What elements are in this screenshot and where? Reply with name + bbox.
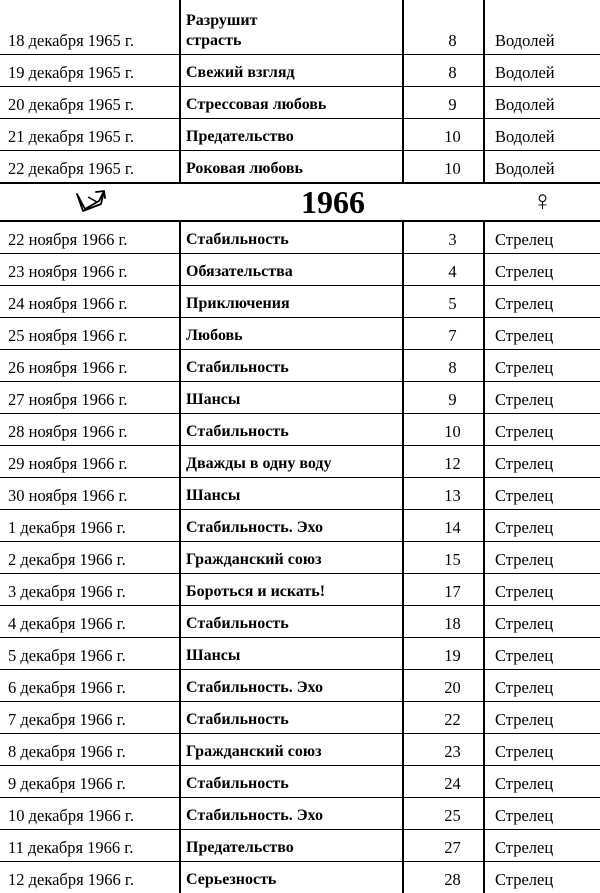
table-row <box>0 87 600 119</box>
venus-icon <box>485 188 600 216</box>
sign-cell: Стрелец <box>495 518 554 537</box>
title-cell: Стабильность <box>181 414 404 445</box>
number-cell: 23 <box>404 734 485 765</box>
title-cell: Обязательства <box>181 254 404 285</box>
date-cell: 30 ноября 1966 г. <box>0 478 181 509</box>
number-cell: 22 <box>404 702 485 733</box>
title-cell: Стабильность. Эхо <box>181 510 404 541</box>
table-row <box>0 734 600 766</box>
sign-cell: Стрелец <box>495 870 554 889</box>
date-cell: 19 декабря 1965 г. <box>0 55 181 86</box>
number-cell: 3 <box>404 222 485 253</box>
title-cell: Стабильность. Эхо <box>181 670 404 701</box>
table-row <box>0 766 600 798</box>
sign-cell: Стрелец <box>495 262 554 281</box>
sign-cell: Стрелец <box>495 550 554 569</box>
date-cell: 5 декабря 1966 г. <box>0 638 181 669</box>
sign-cell: Стрелец <box>495 326 554 345</box>
table-row <box>0 478 600 510</box>
date-cell: 2 декабря 1966 г. <box>0 542 181 573</box>
table-row <box>0 638 600 670</box>
sign-cell: Стрелец <box>495 390 554 409</box>
section-1966 <box>0 222 600 893</box>
number-cell: 8 <box>404 55 485 86</box>
sign-cell: Водолей <box>495 159 555 178</box>
title-cell: Шансы <box>181 478 404 509</box>
table-row <box>0 350 600 382</box>
number-cell: 10 <box>404 151 485 182</box>
date-cell: 26 ноября 1966 г. <box>0 350 181 381</box>
number-cell: 7 <box>404 318 485 349</box>
table-row <box>0 254 600 286</box>
date-cell: 22 декабря 1965 г. <box>0 151 181 182</box>
date-cell: 4 декабря 1966 г. <box>0 606 181 637</box>
date-cell: 22 ноября 1966 г. <box>0 222 181 253</box>
number-cell: 20 <box>404 670 485 701</box>
table-row <box>0 151 600 182</box>
table-row <box>0 670 600 702</box>
table-row <box>0 798 600 830</box>
title-cell: Стрессовая любовь <box>181 87 404 118</box>
sign-cell: Водолей <box>495 31 555 50</box>
number-cell: 18 <box>404 606 485 637</box>
date-cell: 28 ноября 1966 г. <box>0 414 181 445</box>
number-cell: 9 <box>404 87 485 118</box>
date-cell: 9 декабря 1966 г. <box>0 766 181 797</box>
title-cell: Стабильность. Эхо <box>181 798 404 829</box>
table-row <box>0 574 600 606</box>
title-cell: Дважды в одну воду <box>181 446 404 477</box>
sign-cell: Стрелец <box>495 358 554 377</box>
title-cell: Бороться и искать! <box>181 574 404 605</box>
year-header <box>0 182 600 222</box>
table-row <box>0 542 600 574</box>
table-row <box>0 382 600 414</box>
sign-cell: Стрелец <box>495 646 554 665</box>
sign-cell: Стрелец <box>495 742 554 761</box>
date-cell: 18 декабря 1965 г. <box>0 0 181 54</box>
title-cell: Приключения <box>181 286 404 317</box>
table-row <box>0 510 600 542</box>
table-row <box>0 318 600 350</box>
sign-cell: Стрелец <box>495 806 554 825</box>
title-cell <box>181 0 404 54</box>
number-cell: 13 <box>404 478 485 509</box>
date-cell: 11 декабря 1966 г. <box>0 830 181 861</box>
table-row <box>0 862 600 893</box>
sign-cell: Стрелец <box>495 582 554 601</box>
sagittarius-icon <box>0 188 181 216</box>
sign-cell: Стрелец <box>495 678 554 697</box>
sign-cell: Водолей <box>495 63 555 82</box>
number-cell: 19 <box>404 638 485 669</box>
number-cell: 17 <box>404 574 485 605</box>
sign-cell: Стрелец <box>495 774 554 793</box>
table-row <box>0 55 600 87</box>
date-cell: 12 декабря 1966 г. <box>0 862 181 893</box>
number-cell: 25 <box>404 798 485 829</box>
date-cell: 25 ноября 1966 г. <box>0 318 181 349</box>
title-cell: Шансы <box>181 638 404 669</box>
date-cell: 1 декабря 1966 г. <box>0 510 181 541</box>
title-cell: Предательство <box>181 119 404 150</box>
date-cell: 8 декабря 1966 г. <box>0 734 181 765</box>
title-cell: Серьезность <box>181 862 404 893</box>
title-cell: Стабильность <box>181 766 404 797</box>
number-cell: 15 <box>404 542 485 573</box>
date-cell: 6 декабря 1966 г. <box>0 670 181 701</box>
number-cell: 27 <box>404 830 485 861</box>
number-cell: 12 <box>404 446 485 477</box>
table-row <box>0 119 600 151</box>
sagittarius-icon-svg <box>74 188 108 216</box>
sign-cell: Стрелец <box>495 614 554 633</box>
date-cell: 20 декабря 1965 г. <box>0 87 181 118</box>
number-cell: 8 <box>404 350 485 381</box>
date-cell: 23 ноября 1966 г. <box>0 254 181 285</box>
title-cell: Стабильность <box>181 702 404 733</box>
number-cell: 9 <box>404 382 485 413</box>
title-cell: Предательство <box>181 830 404 861</box>
number-cell: 5 <box>404 286 485 317</box>
title-cell: Стабильность <box>181 222 404 253</box>
sign-cell: Стрелец <box>495 294 554 313</box>
date-cell: 24 ноября 1966 г. <box>0 286 181 317</box>
sign-cell: Стрелец <box>495 230 554 249</box>
table-row <box>0 222 600 254</box>
title-cell: Любовь <box>181 318 404 349</box>
number-cell: 4 <box>404 254 485 285</box>
table-row <box>0 702 600 734</box>
sign-cell: Водолей <box>495 95 555 114</box>
title-cell: Свежий взгляд <box>181 55 404 86</box>
title-cell: Стабильность <box>181 350 404 381</box>
table-row <box>0 830 600 862</box>
number-cell: 28 <box>404 862 485 893</box>
table-row <box>0 414 600 446</box>
table-row <box>0 286 600 318</box>
table-row <box>0 0 600 55</box>
sign-cell: Стрелец <box>495 486 554 505</box>
sign-cell: Стрелец <box>495 454 554 473</box>
venus-symbol: ♀ <box>532 186 553 217</box>
title-cell: Гражданский союз <box>181 734 404 765</box>
sign-cell: Стрелец <box>495 838 554 857</box>
number-cell: 10 <box>404 119 485 150</box>
number-cell: 8 <box>404 0 485 54</box>
section-1965 <box>0 0 600 182</box>
number-cell: 10 <box>404 414 485 445</box>
number-cell: 14 <box>404 510 485 541</box>
date-cell: 3 декабря 1966 г. <box>0 574 181 605</box>
date-cell: 10 декабря 1966 г. <box>0 798 181 829</box>
date-cell: 29 ноября 1966 г. <box>0 446 181 477</box>
date-cell: 7 декабря 1966 г. <box>0 702 181 733</box>
date-cell: 27 ноября 1966 г. <box>0 382 181 413</box>
title-cell: Шансы <box>181 382 404 413</box>
title-cell: Роковая любовь <box>181 151 404 182</box>
table-row <box>0 606 600 638</box>
sign-cell: Стрелец <box>495 710 554 729</box>
year-title: 1966 <box>301 183 365 220</box>
title-cell: Гражданский союз <box>181 542 404 573</box>
date-cell: 21 декабря 1965 г. <box>0 119 181 150</box>
sign-cell: Стрелец <box>495 422 554 441</box>
table-row <box>0 446 600 478</box>
number-cell: 24 <box>404 766 485 797</box>
title-cell: Стабильность <box>181 606 404 637</box>
title-text: Разрушит страсть <box>186 12 258 49</box>
sign-cell: Водолей <box>495 127 555 146</box>
